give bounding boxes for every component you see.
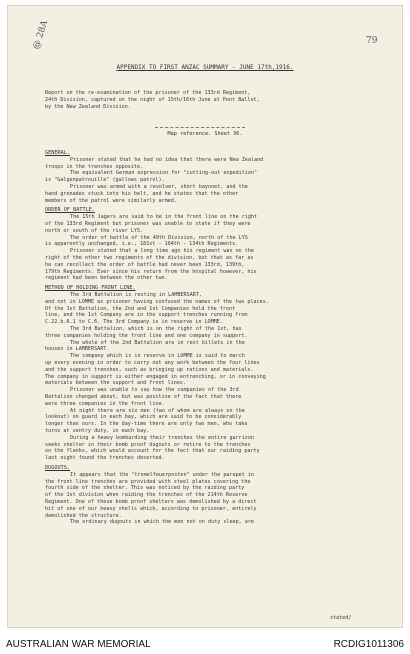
body-line: demolished the structure.	[45, 512, 122, 519]
body-line: fourth side of the shelter. This was noticed by the raiding party	[45, 485, 245, 492]
body-line: The ordinary dugouts in which the men not on duty sleep, are	[70, 519, 255, 526]
body-line: hand grenades stuck into his belt, and he states that the other	[45, 190, 239, 197]
body-line: At night there are six men (two of whom are always on the	[70, 407, 245, 414]
body-line: line, and the 1st Company are in the support trenches running from	[45, 312, 248, 319]
body-line: The 3rd Battalion, which is on the right of the 1st, has	[70, 326, 242, 332]
handwritten-margin-note: @ 28A	[31, 19, 51, 51]
body-line: lookout) on guard in each bay, which are said to be considerably	[45, 414, 242, 421]
body-line: The 3rd Battalion is resting in LAMBERSART,	[70, 292, 202, 298]
body-line: Of the 1st Battalion, the 2nd and 1st Companies hold the front	[45, 305, 236, 312]
intro-line: by the New Zealand Division.	[45, 103, 131, 110]
body-line: Prisoner was armed with a revolver, short bayonet, and the	[70, 184, 248, 190]
body-line: and the support trenches, such as bringing up rations and materials.	[45, 366, 254, 373]
body-line: The equivalent German expression for "cutting-out expedition"	[70, 170, 258, 177]
body-line: hit of one of our heavy shells which, according to prisoner, entirely	[45, 505, 257, 512]
body-line: the front line trenches are provided with steel plates covering the	[45, 478, 251, 485]
body-line: Prisoner stated that he had no idea that there were New Zealand	[70, 156, 264, 163]
body-line: he can recollect the order of battle had never been 133rd, 139th,	[45, 261, 245, 268]
body-line: It appears that the "tromelfeuerposten" under the parapet in	[70, 471, 255, 478]
body-line: of the 1st division when raiding the trenches of the 214th Reserve	[45, 492, 248, 499]
body-line: materials between the support and front lines.	[45, 380, 187, 387]
body-line: were three companies in the front line.	[45, 400, 165, 407]
handwritten-page-number: 79	[366, 36, 378, 46]
body-line: During a heavy bombarding their trenches the entire garrison	[70, 434, 255, 441]
section-heading: ORDER OF BATTLE.	[45, 207, 95, 214]
section-heading: DUGOUTS.	[45, 465, 70, 471]
body-line: C.22.b.6.1 to C.6. The 3rd Company is in reserve in LOMME.	[45, 319, 223, 326]
section-heading: GENERAL.	[45, 150, 70, 156]
body-line: The whole of the 2nd Battalion are in rest billets in the	[70, 339, 245, 346]
body-line: Prisoner was unable to say how the companies of the 3rd	[70, 387, 239, 394]
body-line: Prisoner stated that a long time ago his regiment was on the	[70, 248, 255, 255]
body-line: is "Galgenpatrouille" (gallows patrol).	[45, 177, 165, 184]
continuation-mark: stated/	[330, 615, 352, 621]
body-line: three companies holding the front line and one company in support.	[45, 332, 248, 339]
intro-line: 24th Division, captured on the night of 15th/16th June at Pont Ballot,	[45, 96, 260, 103]
body-line: and not in LOMME as prisoner having confused the names of the two places.	[45, 298, 269, 305]
document-title: APPENDIX TO FIRST ANZAC SUMMARY - JUNE 17th,1916.	[116, 64, 294, 71]
intro-line: Report on the re-examination of the prisoner of the 133rd Regiment,	[45, 90, 251, 96]
body-line: right of the other two regiments of the division, but that as far as	[45, 255, 254, 261]
separator-line	[155, 127, 245, 128]
body-line: longer than ours. In the day-time there are only two men, who take	[45, 421, 248, 428]
body-line: seeks shelter in their bomb proof dugouts or retire to the trenches	[45, 441, 251, 448]
map-reference: Map reference. Sheet 36.	[167, 131, 243, 137]
body-line: The order of battle of the 40th Division, north of the LYS	[70, 234, 248, 241]
body-line: houses in LAMBERSART.	[45, 346, 110, 353]
section-heading: METHOD OF HOLDING FRONT LINE.	[45, 285, 136, 292]
body-line: members of the patrol were similarly armed.	[45, 197, 177, 204]
footer-reference-id: RCDIG1011306	[333, 639, 404, 650]
body-line: on the flanks, which would account for the fact that our raiding party	[45, 448, 260, 455]
body-line: The 15th Jagers are said to be in the front line on the right	[70, 214, 258, 221]
body-line: is apparently unchanged, i.e., 181st - 104th - 134th Regiments.	[45, 241, 239, 248]
body-line: The company in support is either engaged in entrenching, or in conveying	[45, 373, 266, 380]
body-line: regiment had been between the other two.	[45, 275, 168, 282]
body-line: Battalion changed about, but was positive of the fact that there	[45, 394, 242, 400]
body-line: turns at sentry duty, in each bay.	[45, 428, 150, 434]
body-line: 179th Regiments. Ever since his return from the hospital however, his	[45, 268, 257, 275]
body-line: of the 133rd Regiment but prisoner was unable to state if they were	[45, 221, 251, 227]
body-line: up every evening in order to carry out any work between the four lines	[45, 360, 260, 366]
body-line: troops in the trenches opposite.	[45, 163, 144, 170]
body-line: Regiment. One of these bomb proof shelters was demolished by a direct	[45, 499, 257, 505]
body-line: north or south of the river LYS.	[45, 227, 144, 234]
footer-source: AUSTRALIAN WAR MEMORIAL	[6, 639, 151, 650]
body-line: The company which is in reserve in LOMME is said to march	[70, 353, 245, 360]
body-line: last night found the trenches deserted.	[45, 455, 165, 462]
